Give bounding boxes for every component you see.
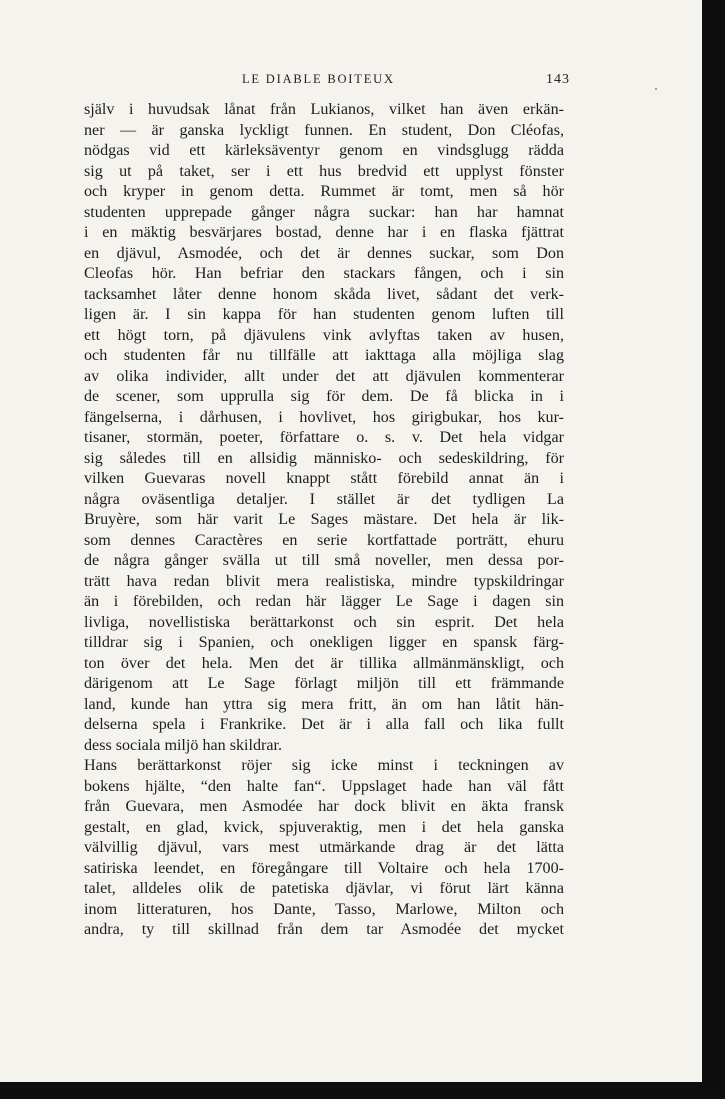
text-line: av olika individer, allt under det att djävulen kommenterar <box>84 367 564 385</box>
text-line: tisaner, stormän, poeter, författare o. s. v. Det hela vidgar <box>84 429 564 446</box>
text-line: studenten upprepade gånger några suckar: han har hamnat <box>84 203 564 221</box>
text-line: nödgas vid ett kärleksäventyr genom en vindsglugg rädda <box>84 142 564 159</box>
text-line: bokens hjälte, “den halte fan“. Uppslaget hade han väl fått <box>84 777 564 795</box>
body-text <box>84 100 564 941</box>
text-line: tilldrar sig i Spanien, och onekligen ligger en spansk färg- <box>84 634 564 651</box>
text-line: land, kunde han yttra sig mera fritt, än om han låtit hän- <box>84 695 564 713</box>
text-line: sig ut på taket, ser i ett hus bredvid ett upplyst fönster <box>84 162 564 180</box>
text-line: från Guevara, men Asmodée har dock blivit en äkta fransk <box>84 798 564 815</box>
text-line: än i förebilden, och redan här lägger Le Sage i dagen sin <box>84 593 564 610</box>
text-line: ligen är. I sin kappa för han studenten genom luften till <box>84 306 564 323</box>
text-line: Cleofas hör. Han befriar den stackars fången, och i sin <box>84 265 564 282</box>
text-line: de några gånger svälla ut till små noveller, men dessa por- <box>84 552 564 569</box>
page-number: 143 <box>546 72 570 87</box>
text-line: ton över det hela. Men det är tillika allmänmänskligt, och <box>84 654 564 672</box>
text-line: livliga, novellistiska berättarkonst och sin esprit. Det hela <box>84 613 564 631</box>
text-line: ett högt torn, på djävulens vink avlyftas taken av husen, <box>84 326 564 344</box>
text-line: en djävul, Asmodée, och det är dennes suckar, som Don <box>84 244 564 262</box>
paper-speck <box>655 88 657 90</box>
text-line: fängelserna, i dårhusen, i hovlivet, hos girigbukar, hos kur- <box>84 408 564 426</box>
text-line: tacksamhet låter denne honom skåda livet, sådant det verk- <box>84 285 564 303</box>
running-head <box>90 72 570 90</box>
text-line: sig således till en allsidig människo- och sedeskildring, för <box>84 449 564 467</box>
text-line: satiriska leendet, en föregångare till Voltaire och hela 1700- <box>84 859 564 877</box>
text-line: ner — är ganska lyckligt funnen. En student, Don Cléofas, <box>84 121 564 139</box>
text-line: Hans berättarkonst röjer sig icke minst i teckningen av <box>84 757 564 774</box>
text-line: i en mäktig besvärjares bostad, denne har i en flaska fjättrat <box>84 224 564 241</box>
text-line: välvillig djävul, vars mest utmärkande drag är det lätta <box>84 839 564 856</box>
text-line: talet, alldeles olik de patetiska djävlar, vi förut lärt känna <box>84 880 564 897</box>
text-line: andra, ty till skillnad från dem tar Asmodée det mycket <box>84 921 564 938</box>
text-line: gestalt, en glad, kvick, spjuveraktig, men i det hela ganska <box>84 818 564 836</box>
text-line-paragraph-end: dess sociala miljö han skildrar. <box>84 736 283 754</box>
text-line: inom litteraturen, hos Dante, Tasso, Marlowe, Milton och <box>84 900 564 918</box>
text-line: som dennes Caractères en serie kortfattade porträtt, ehuru <box>84 531 564 549</box>
text-line: själv i huvudsak lånat från Lukianos, vilket han även erkän- <box>84 101 564 118</box>
text-line: vilken Guevaras novell knappt stått förebild annat än i <box>84 470 564 487</box>
text-line: delserna spela i Frankrike. Det är i alla fall och lika fullt <box>84 716 564 733</box>
scan-border-right <box>702 0 725 1099</box>
text-line: några oväsentliga detaljer. I stället är det tydligen La <box>84 490 564 508</box>
text-line: därigenom att Le Sage förlagt miljön till ett främmande <box>84 675 564 692</box>
scan-border-bottom <box>0 1082 725 1099</box>
text-line: de scener, som upprulla sig för dem. De få blicka in i <box>84 388 564 405</box>
running-title: LE DIABLE BOITEUX <box>242 72 395 86</box>
text-line: Bruyère, som här varit Le Sages mästare. Det hela är lik- <box>84 511 564 528</box>
text-line: och kryper in genom detta. Rummet är tomt, men så hör <box>84 183 564 200</box>
text-line: trätt hava redan blivit mera realistiska, mindre typskildringar <box>84 572 564 590</box>
text-line: och studenten får nu tillfälle att iakttaga alla möjliga slag <box>84 347 564 364</box>
